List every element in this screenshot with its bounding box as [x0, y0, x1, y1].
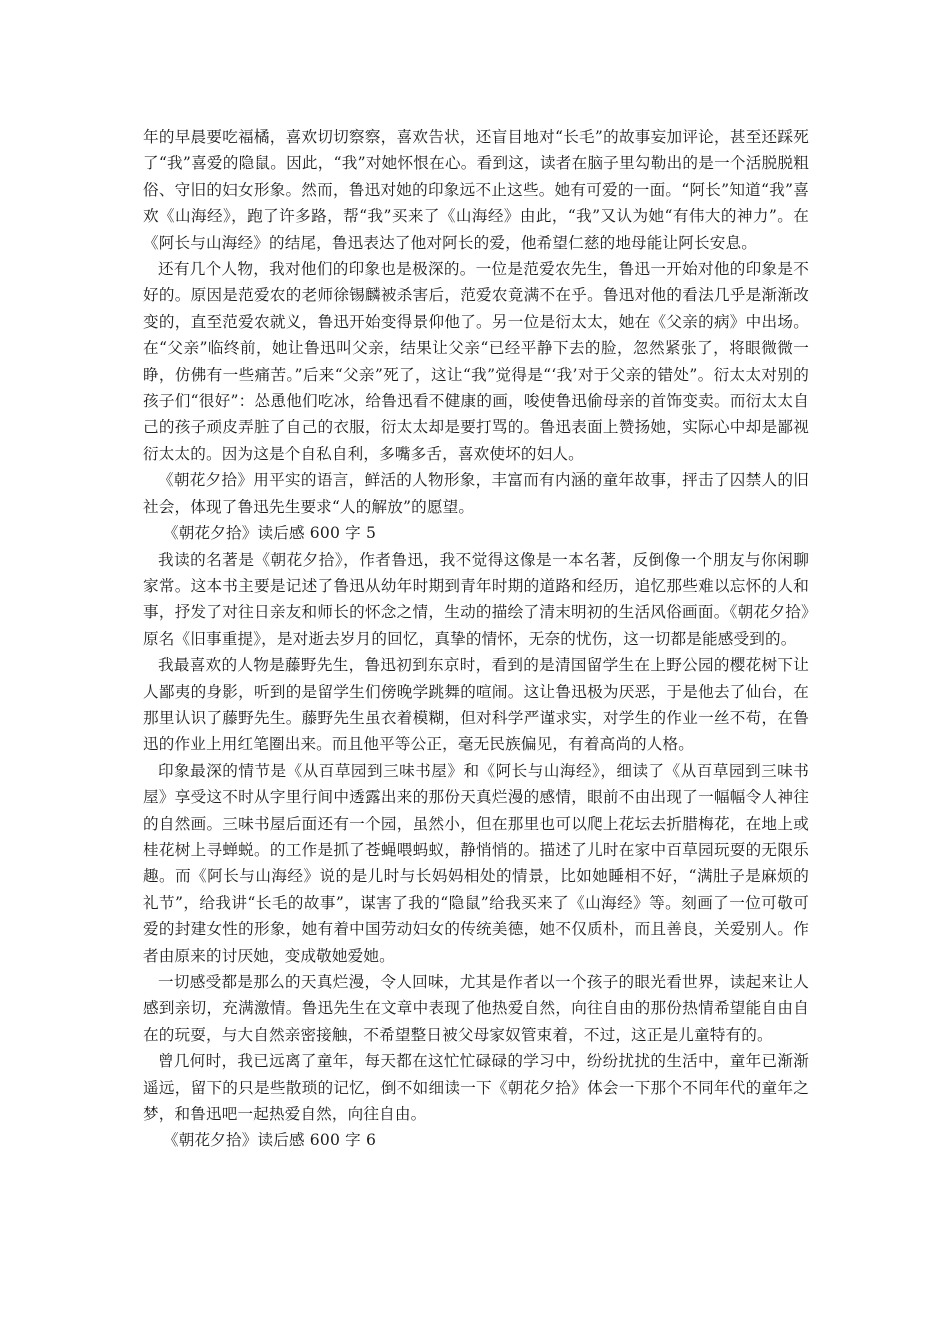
document-body [143, 124, 809, 1154]
paragraph-a-chang-intro: 年的早晨要吃福橘，喜欢切切察察，喜欢告状，还盲目地对“长毛”的故事妄加评论，甚至还踩死了“我”喜爱的隐鼠。因此，“我”对她怀恨在心。看到这，读者在脑子里勾勒出的是一个活脱脱粗俗、守旧的妇女形象。然而，鲁迅对她的印象远不止这些。她有可爱的一面。“阿长”知道“我”喜欢《山海经》，跑了许多路，帮“我”买来了《山海经》由此，“我”又认为她“有伟大的神力”。在《阿长与山海经》的结尾，鲁迅表达了他对阿长的爱，他希望仁慈的地母能让阿长安息。 [143, 128, 809, 252]
paragraph-essay5-feelings: 一切感受都是那么的天真烂漫，令人回味，尤其是作者以一个孩子的眼光看世界，读起来让人感到亲切，充满激情。鲁迅先生在文章中表现了他热爱自然，向往自由的那份热情希望能自由自在的玩耍，与大自然亲密接触，不希望整日被父母家奴管束着，不过，这正是儿童特有的。 [143, 973, 809, 1044]
paragraph-essay5-impressions: 印象最深的情节是《从百草园到三味书屋》和《阿长与山海经》，细读了《从百草园到三味书屋》享受这不时从字里行间中透露出来的那份天真烂漫的感情，眼前不由出现了一幅幅令人神往的自然画。三味书屋后面还有一个园，虽然小，但在那里也可以爬上花坛去折腊梅花，在地上或桂花树上寻蝉蜕。的工作是抓了苍蝇喂蚂蚁，静悄悄的。描述了儿时在家中百草园玩耍的无限乐趣。而《阿长与山海经》说的是儿时与长妈妈相处的情景，比如她睡相不好，“满肚子是麻烦的礼节”，给我讲“长毛的故事”，谋害了我的“隐鼠”给我买来了《山海经》等。刻画了一位可敬可爱的封建女性的形象，她有着中国劳动妇女的传统美德，她不仅质朴，而且善良，关爱别人。作者由原来的讨厌她，变成敬她爱她。 [143, 761, 809, 965]
paragraph-other-characters: 还有几个人物，我对他们的印象也是极深的。一位是范爱农先生，鲁迅一开始对他的印象是不好的。原因是范爱农的老师徐锡麟被杀害后，范爱农竟满不在乎。鲁迅对他的看法几乎是渐渐改变的，直至范爱农就义，鲁迅开始变得景仰他了。另一位是衍太太，她在《父亲的病》中出场。在“父亲”临终前，她让鲁迅叫父亲，结果让父亲“已经平静下去的脸，忽然紧张了，将眼微微一睁，仿佛有一些痛苦。”后来“父亲”死了，这让“我”觉得是“‘我’对于父亲的错处”。衍太太对别的孩子们“很好”：怂恿他们吃冰，给鲁迅看不健康的画，唆使鲁迅偷母亲的首饰变卖。而衍太太自己的孩子顽皮弄脏了自己的衣服，衍太太却是要打骂的。鲁迅表面上赞扬她，实际心中却是鄙视衍太太的。因为这是个自私自利，多嘴多舌，喜欢使坏的妇人。 [143, 260, 809, 463]
paragraph-essay5-intro: 我读的名著是《朝花夕拾》，作者鲁迅，我不觉得这像是一本名著，反倒像一个朋友与你闲聊家常。这本书主要是记述了鲁迅从幼年时期到青年时期的道路和经历，追忆那些难以忘怀的人和事，抒发了对往日亲友和师长的怀念之情，生动的描绘了清末明初的生活风俗画面。《朝花夕拾》原名《旧事重提》，是对逝去岁月的回忆，真挚的情怀，无奈的忧伤，这一切都是能感受到的。 [143, 550, 809, 648]
essay-heading-5: 《朝花夕拾》读后感 600 字 5 [163, 524, 377, 543]
paragraph-essay5-ending: 曾几何时，我已远离了童年，每天都在这忙忙碌碌的学习中，纷纷扰扰的生活中，童年已渐渐遥远，留下的只是些散琐的记忆，倒不如细读一下《朝花夕拾》体会一下那个不同年代的童年之梦，和鲁迅吧一起热爱自然，向往自由。 [143, 1052, 809, 1124]
paragraph-conclusion: 《朝花夕拾》用平实的语言，鲜活的人物形象，丰富而有内涵的童年故事，抨击了囚禁人的旧社会，体现了鲁迅先生要求“人的解放”的愿望。 [143, 471, 809, 516]
essay-heading-6: 《朝花夕拾》读后感 600 字 6 [163, 1131, 377, 1150]
paragraph-essay5-fujino: 我最喜欢的人物是藤野先生，鲁迅初到东京时，看到的是清国留学生在上野公园的樱花树下让人鄙夷的身影，听到的是留学生们傍晚学跳舞的喧闹。这让鲁迅极为厌恶，于是他去了仙台，在那里认识了藤野先生。藤野先生虽衣着模糊，但对科学严谨求实，对学生的作业一丝不苟，在鲁迅的作业上用红笔圈出来。而且他平等公正，毫无民族偏见，有着高尚的人格。 [143, 656, 809, 754]
